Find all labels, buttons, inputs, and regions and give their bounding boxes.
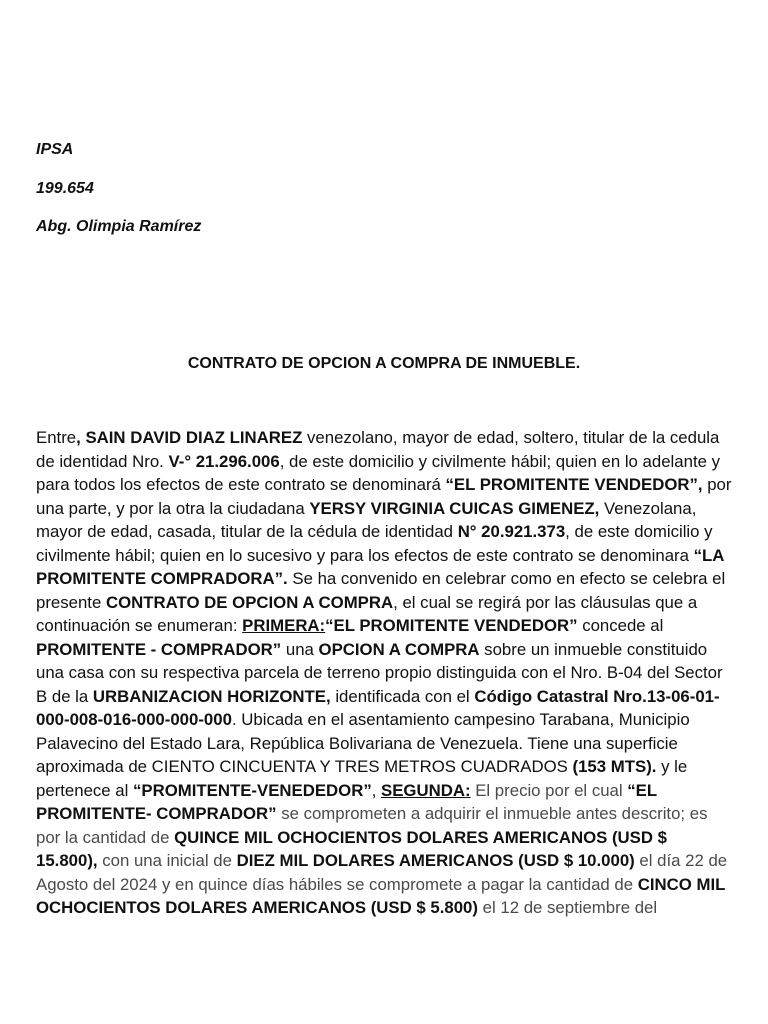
contract-title: CONTRATO DE OPCION A COMPRA DE INMUEBLE. [187,355,581,372]
header-line-ipsa: IPSA [36,141,74,158]
body-bold-span: (153 MTS). [572,757,657,776]
body-text-span: , de este domicilio y civilmente hábil; quien en lo adelante y para todos los efectos de este contrato se denominará [36,451,720,494]
body-bold-span: “EL PROMITENTE VENDEDOR”, [445,475,703,494]
body-bold-span: V-° 21.296.006 [168,451,280,471]
clause-heading-text: SEGUNDA: [381,780,471,800]
body-bold-span: , SAIN DAVID DIAZ LINAREZ [76,428,303,447]
body-text-span: identificada con el [330,686,475,706]
body-bold-span: YERSY VIRGINIA CUICAS GIMENEZ, [309,498,600,518]
contract-body [36,426,732,920]
clause-heading-text: PRIMERA: [242,616,326,635]
header-line-attorney: Abg. Olimpia Ramírez [36,218,202,235]
body-text-span: Entre [36,428,77,447]
body-bold-span: “LA PROMITENTE COMPRADORA”. [36,545,724,588]
body-bold-span: CINCO MIL OCHOCIENTOS DOLARES AMERICANOS (USD $ 5.800) [36,874,726,917]
body-text-span: Se ha convenido en celebrar como en efecto se celebra el presente [36,569,726,612]
body-bold-span: URBANIZACION HORIZONTE, [92,686,331,706]
body-text-span: y le pertenece al [36,757,688,800]
body-bold-span: N° 20.921.373 [457,522,566,541]
body-text-span: venezolano, mayor de edad, soltero, titular de la cedula de identidad Nro. [36,428,720,471]
body-text-span: el día 22 de Agosto del 2024 y en quince días hábiles se compromete a pagar la cantidad de [36,851,728,894]
body-text-span: , [371,780,382,800]
body-bold-span: CONTRATO DE OPCION A COMPRA [105,592,394,612]
clause-heading-segunda [381,781,471,800]
body-text-span: El precio por el cual [470,780,628,800]
body-bold-span: DIEZ MIL DOLARES AMERICANOS (USD $ 10.000) [236,851,635,870]
body-bold-span: OPCION A COMPRA [318,639,480,659]
body-bold-span: QUINCE MIL OCHOCIENTOS DOLARES AMERICANOS (USD $ 15.800), [36,827,667,870]
body-text-span: se comprometen a adquirir el inmueble antes descrito; es por la cantidad de [36,804,708,847]
body-text-span: concede al [577,616,664,635]
body-bold-span: “EL PROMITENTE- COMPRADOR” [36,780,657,823]
body-text-span: , de este domicilio y civilmente hábil; quien en lo sucesivo y para los efectos de este contrato se denominara [36,522,713,565]
body-bold-span: Código Catastral Nro.13-06-01-000-008-016-000-000-000 [36,686,720,729]
body-text-span: Venezolana, mayor de edad, casada, titular de la cédula de identidad [36,498,697,541]
body-text-span: una [281,639,319,659]
body-text-span: . Ubicada en el asentamiento campesino Tarabana, Municipio Palavecino del Estado Lara, República Bolivariana de Venezuela. Tiene una superficie aproximada de CIENTO CINCUENTA Y TRES METROS CUADRADOS [36,710,690,776]
body-bold-span: “EL PROMITENTE VENDEDOR” [325,616,578,635]
clause-heading-primera [242,616,325,635]
body-text-span: con una inicial de [97,851,237,870]
body-bold-span: “PROMITENTE-VENEDEDOR” [133,780,372,800]
header-line-number: 199.654 [36,180,94,197]
body-bold-span: PROMITENTE - COMPRADOR” [36,639,282,659]
body-text-span: sobre un inmueble constituido una casa con su respectiva parcela de terreno propio distinguida con el Nro. B-04 del Sector B de la [36,639,723,706]
body-text-span: por una parte, y por la otra la ciudadana [36,475,732,518]
body-text-span: , el cual se regirá por las cláusulas que a continuación se enumeran: [36,592,698,635]
body-text-span: el 12 de septiembre del [477,898,658,917]
